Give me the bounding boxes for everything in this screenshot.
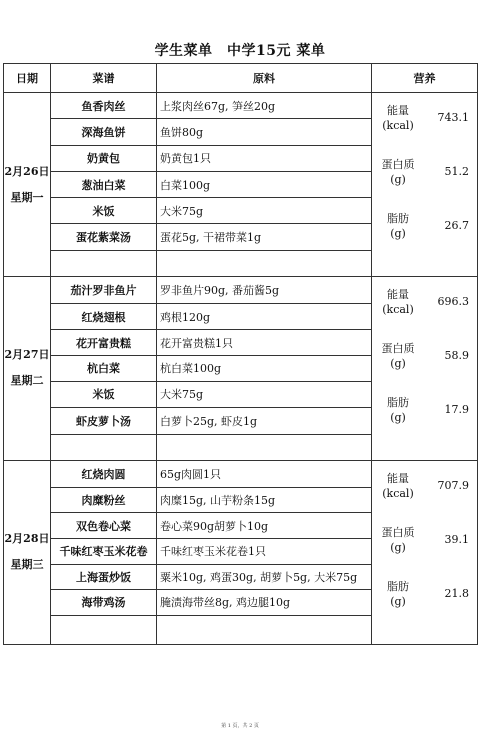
nutrition-protein-label (376, 157, 420, 187)
dish-name: 深海鱼饼 (51, 119, 157, 145)
nutrition-protein-label (376, 525, 420, 555)
nutrition-protein-value: 39.1 (444, 532, 469, 546)
dish-ingredients: 鱼饼80g (157, 119, 372, 145)
nutrition-cell (372, 460, 478, 644)
dish-ingredients: 白萝卜25g, 虾皮1g (157, 407, 372, 434)
nutrition-energy (372, 471, 477, 505)
header-ingredients: 原料 (157, 64, 372, 93)
nutrition-protein-label (376, 341, 420, 371)
dish-ingredients: 花开富贵糕1只 (157, 330, 372, 356)
dish-name: 肉糜粉丝 (51, 487, 157, 513)
dish-name: 蛋花紫菜汤 (51, 224, 157, 250)
nutrition-protein (372, 341, 477, 375)
menu-table (3, 63, 478, 645)
dish-name: 上海蛋炒饭 (51, 564, 157, 590)
nutrition-fat-label (376, 579, 420, 609)
nutrition-energy (372, 103, 477, 137)
dish-name: 葱油白菜 (51, 171, 157, 197)
header-date: 日期 (4, 64, 51, 93)
nutrition-unit-text: (g) (390, 411, 406, 425)
dish-name (51, 615, 157, 644)
dish-ingredients: 杭白菜100g (157, 355, 372, 381)
dish-name: 杭白菜 (51, 355, 157, 381)
dish-ingredients: 肉糜15g, 山芋粉条15g (157, 487, 372, 513)
dish-name: 花开富贵糕 (51, 330, 157, 356)
dish-ingredients: 上浆肉丝67g, 笋丝20g (157, 93, 372, 119)
nutrition-cell (372, 93, 478, 277)
nutrition-fat (372, 579, 477, 613)
day-date: 2月27日 (4, 348, 50, 362)
dish-name: 茄汁罗非鱼片 (51, 277, 157, 304)
nutrition-energy-value: 696.3 (437, 295, 469, 309)
nutrition-unit-text: (g) (390, 227, 406, 241)
nutrition-fat (372, 211, 477, 245)
nutrition-label-text: 脂肪 (387, 396, 409, 410)
nutrition-label-text: 脂肪 (387, 212, 409, 226)
dish-row (4, 460, 478, 487)
header-menu: 菜谱 (51, 64, 157, 93)
nutrition-energy-value: 743.1 (437, 111, 469, 125)
dish-ingredients: 白菜100g (157, 171, 372, 197)
nutrition-unit-text: (kcal) (382, 303, 414, 317)
nutrition-energy-label (376, 471, 420, 501)
dish-name (51, 434, 157, 460)
dish-name: 红烧翅根 (51, 304, 157, 330)
dish-name: 虾皮萝卜汤 (51, 407, 157, 434)
nutrition-label-text: 能量 (387, 471, 409, 485)
nutrition-unit-text: (g) (390, 173, 406, 187)
dish-name: 海带鸡汤 (51, 590, 157, 616)
nutrition-label-text: 脂肪 (387, 579, 409, 593)
dish-ingredients: 大米75g (157, 381, 372, 407)
dish-ingredients: 腌渍海带丝8g, 鸡边腿10g (157, 590, 372, 616)
nutrition-label-text: 蛋白质 (381, 158, 415, 172)
nutrition-unit-text: (g) (390, 540, 406, 554)
nutrition-protein (372, 157, 477, 191)
day-weekday: 星期一 (10, 190, 44, 204)
nutrition-unit-text: (g) (390, 594, 406, 608)
dish-name: 千味红枣玉米花卷 (51, 538, 157, 564)
nutrition-energy-label (376, 103, 420, 133)
nutrition-energy (372, 287, 477, 321)
nutrition-unit-text: (kcal) (382, 486, 414, 500)
nutrition-unit-text: (kcal) (382, 119, 414, 133)
day-weekday: 星期三 (10, 558, 44, 572)
dish-ingredients: 罗非鱼片90g, 番茄酱5g (157, 277, 372, 304)
nutrition-label-text: 蛋白质 (381, 342, 415, 356)
dish-row (4, 93, 478, 119)
dish-name: 红烧肉圆 (51, 460, 157, 487)
day-cell (4, 277, 51, 461)
dish-row (4, 277, 478, 304)
header-row (4, 64, 478, 93)
dish-name: 米饭 (51, 381, 157, 407)
nutrition-fat-value: 21.8 (444, 586, 469, 600)
dish-name: 鱼香肉丝 (51, 93, 157, 119)
nutrition-fat-label (376, 211, 420, 241)
day-date: 2月26日 (4, 164, 50, 178)
dish-ingredients: 鸡根120g (157, 304, 372, 330)
nutrition-energy-label (376, 287, 420, 317)
nutrition-label-text: 能量 (387, 104, 409, 118)
nutrition-protein-value: 58.9 (444, 349, 469, 363)
nutrition-fat-label (376, 395, 420, 425)
dish-ingredients: 大米75g (157, 198, 372, 224)
nutrition-protein (372, 525, 477, 559)
nutrition-cell (372, 277, 478, 461)
nutrition-label-text: 蛋白质 (381, 525, 415, 539)
nutrition-label-text: 能量 (387, 288, 409, 302)
day-cell (4, 460, 51, 644)
dish-ingredients (157, 434, 372, 460)
nutrition-fat-value: 26.7 (444, 219, 469, 233)
day-weekday: 星期二 (10, 374, 44, 388)
dish-ingredients: 卷心菜90g胡萝卜10g (157, 513, 372, 539)
day-cell (4, 93, 51, 277)
nutrition-energy-value: 707.9 (437, 478, 469, 492)
page-footer: 第 1 页，共 2 页 (221, 723, 259, 729)
day-date: 2月28日 (4, 532, 50, 546)
dish-ingredients: 粟米10g, 鸡蛋30g, 胡萝卜5g, 大米75g (157, 564, 372, 590)
nutrition-protein-value: 51.2 (444, 165, 469, 179)
dish-ingredients: 蛋花5g, 干裙带菜1g (157, 224, 372, 250)
dish-ingredients (157, 250, 372, 276)
dish-name (51, 250, 157, 276)
dish-name: 双色卷心菜 (51, 513, 157, 539)
nutrition-fat-value: 17.9 (444, 403, 469, 417)
nutrition-unit-text: (g) (390, 357, 406, 371)
dish-name: 奶黄包 (51, 145, 157, 171)
dish-name: 米饭 (51, 198, 157, 224)
dish-ingredients: 65g肉圆1只 (157, 460, 372, 487)
dish-ingredients (157, 615, 372, 644)
header-nutrition: 营养 (372, 64, 478, 93)
dish-ingredients: 千味红枣玉米花卷1只 (157, 538, 372, 564)
page-title: 学生菜单 中学15元 菜单 (154, 43, 326, 59)
dish-ingredients: 奶黄包1只 (157, 145, 372, 171)
nutrition-fat (372, 395, 477, 429)
